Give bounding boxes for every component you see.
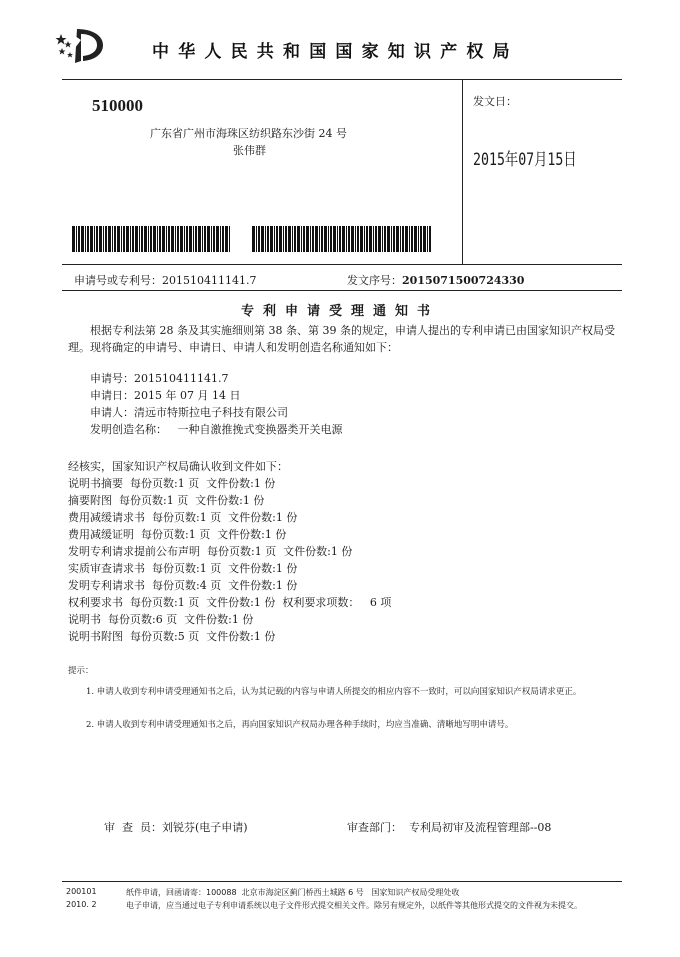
notice-title: 专利申请受理通知书 xyxy=(240,304,439,319)
received-item: 实质审查请求书 每份页数:1 页 文件份数:1 份 xyxy=(68,562,298,575)
meta-divider xyxy=(62,264,622,265)
received-item: 说明书附图 每份页数:5 页 文件份数:1 份 xyxy=(68,630,276,643)
top-divider xyxy=(62,79,622,80)
filing-date-line: 申请日：2015 年 07 月 14 日 xyxy=(90,389,241,402)
recipient-address: 广东省广州市海珠区纺织路东沙街 24 号 xyxy=(150,127,347,140)
footer-paper-filing: 纸件申请，回函请寄：100088 北京市海淀区蓟门桥西土城路 6 号 国家知识产权局受理处收 xyxy=(126,888,460,897)
received-item: 说明书 每份页数:6 页 文件份数:1 份 xyxy=(68,613,254,626)
applicant-line: 申请人：清远市特斯拉电子科技有限公司 xyxy=(90,406,288,419)
examiner: 审 查 员：刘锐芬(电子申请) xyxy=(104,821,248,834)
footer-code-2: 2010. 2 xyxy=(66,900,97,909)
footer-code-1: 200101 xyxy=(66,887,97,896)
tip-2: 2. 申请人收到专利申请受理通知书之后，再向国家知识产权局办理各种手续时，均应当准确、清晰地写明申请号。 xyxy=(86,720,514,730)
document-number-label: 发文序号： xyxy=(347,274,402,287)
recipient-name: 张伟群 xyxy=(233,144,266,157)
application-number-value: 201510411141.7 xyxy=(162,274,257,287)
received-item: 发明专利请求书 每份页数:4 页 文件份数:1 份 xyxy=(68,579,298,592)
issue-date: 2015年07月15日 xyxy=(473,150,577,170)
received-item: 费用减缓证明 每份页数:1 页 文件份数:1 份 xyxy=(68,528,287,541)
received-item: 摘要附图 每份页数:1 页 文件份数:1 份 xyxy=(68,494,265,507)
date-column-divider xyxy=(462,79,463,264)
invention-name-line: 发明创造名称： 一种自激推挽式变换器类开关电源 xyxy=(90,423,343,436)
cnipa-logo-icon xyxy=(55,26,107,64)
received-item: 权利要求书 每份页数:1 页 文件份数:1 份 权利要求项数： 6 项 xyxy=(68,596,392,609)
title-divider xyxy=(62,290,622,291)
postcode: 510000 xyxy=(92,96,143,115)
footer-electronic-filing: 电子申请，应当通过电子专利申请系统以电子文件形式提交相关文件。除另有规定外，以纸件等其他形式提交的文件视为未提交。 xyxy=(126,901,582,910)
examination-department: 审查部门： 专利局初审及流程管理部--08 xyxy=(347,821,552,834)
barcode-left xyxy=(72,226,232,252)
office-name: 中华人民共和国国家知识产权局 xyxy=(152,42,519,62)
notice-intro: 根据专利法第 28 条及其实施细则第 38 条、第 39 条的规定，申请人提出的专利申请已由国家知识产权局受理。现将确定的申请号、申请日、申请人和发明创造名称通知如下： xyxy=(68,324,615,354)
application-number-row xyxy=(74,272,256,288)
received-item: 说明书摘要 每份页数:1 页 文件份数:1 份 xyxy=(68,477,276,490)
received-intro: 经核实，国家知识产权局确认收到文件如下： xyxy=(68,460,288,473)
issue-date-label: 发文日： xyxy=(473,95,517,108)
received-item: 费用减缓请求书 每份页数:1 页 文件份数:1 份 xyxy=(68,511,298,524)
received-item: 发明专利请求提前公布声明 每份页数:1 页 文件份数:1 份 xyxy=(68,545,353,558)
tips-heading: 提示： xyxy=(68,666,94,676)
document-number-row xyxy=(347,272,524,288)
document-number-value: 2015071500724330 xyxy=(402,274,525,287)
application-number-label: 申请号或专利号： xyxy=(74,274,162,287)
barcode-right xyxy=(252,226,432,252)
application-number-line: 申请号：201510411141.7 xyxy=(90,372,229,385)
footer-divider xyxy=(62,881,622,882)
tip-1: 1. 申请人收到专利申请受理通知书之后，认为其记载的内容与申请人所提交的相应内容不一致时，可以向国家知识产权局请求更正。 xyxy=(86,687,582,697)
